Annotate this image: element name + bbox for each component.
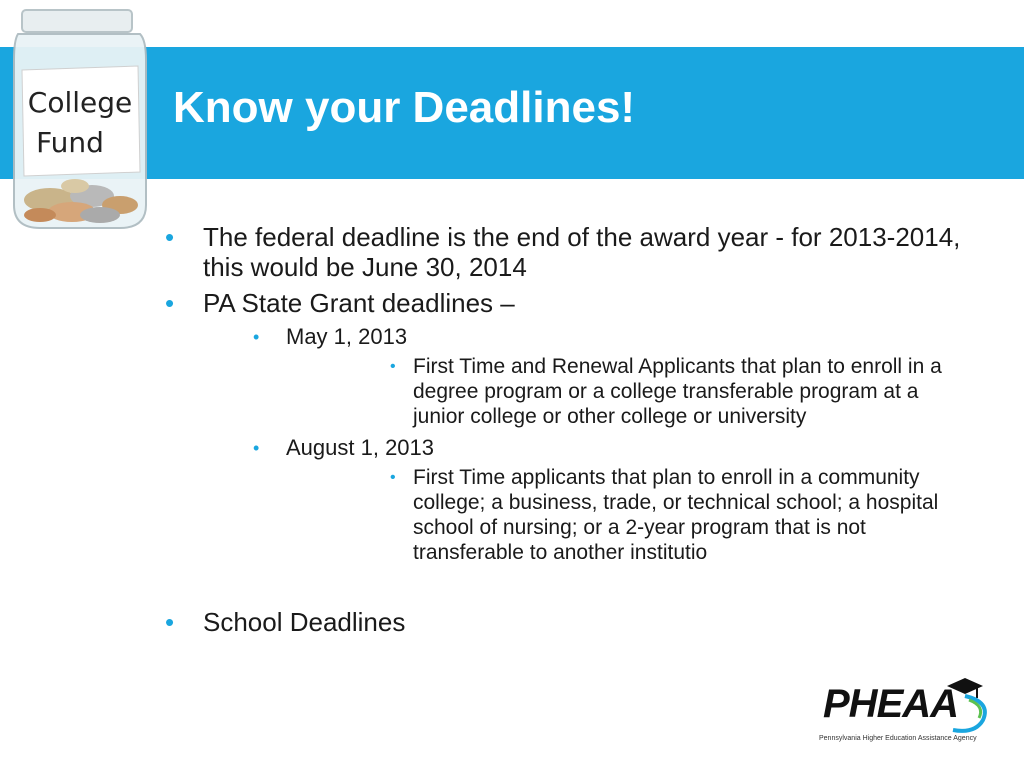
bullet-text: School Deadlines [203,607,406,637]
bullet-may-detail [286,354,953,429]
bullet-august-date [203,435,965,565]
bullet-glyph: • [165,607,175,637]
bullet-text: First Time applicants that plan to enroll in a community college; a business, trade, or technical school; a hospital school of nursing; or a 2-year program that is not transferable to another institutio [413,466,939,564]
bullet-glyph: • [390,358,396,375]
bullet-spacer [165,571,965,607]
bullet-text: PA State Grant deadlines – [203,288,515,318]
bullet-glyph: • [253,438,260,458]
bullet-content [165,222,965,643]
pheaa-logo [815,672,995,752]
logo-wordmark: PHEAA [823,682,959,726]
bullet-federal-deadline [165,222,965,282]
bullet-text: May 1, 2013 [286,324,408,349]
bullet-pa-state-grant [165,288,965,565]
bullet-text: August 1, 2013 [286,435,435,460]
bullet-may-date [203,324,965,429]
bullet-glyph: • [390,469,396,486]
logo-subtitle: Pennsylvania Higher Education Assistance Agency [819,735,977,742]
bullet-school-deadlines [165,607,965,637]
jar-label-line1: College [27,86,133,119]
bullet-text: First Time and Renewal Applicants that plan to enroll in a degree program or a college transferable program at a junior college or other college or university [413,355,942,428]
jar-label-line2: Fund [36,126,104,159]
bullet-glyph: • [253,327,260,347]
college-fund-jar-icon [0,0,160,235]
slide-title: Know your Deadlines! [173,83,636,132]
bullet-august-detail [286,465,953,565]
bullet-glyph: • [165,222,175,252]
bullet-glyph: • [165,288,175,318]
bullet-text: The federal deadline is the end of the award year - for 2013-2014, this would be June 30, 2014 [203,222,961,282]
